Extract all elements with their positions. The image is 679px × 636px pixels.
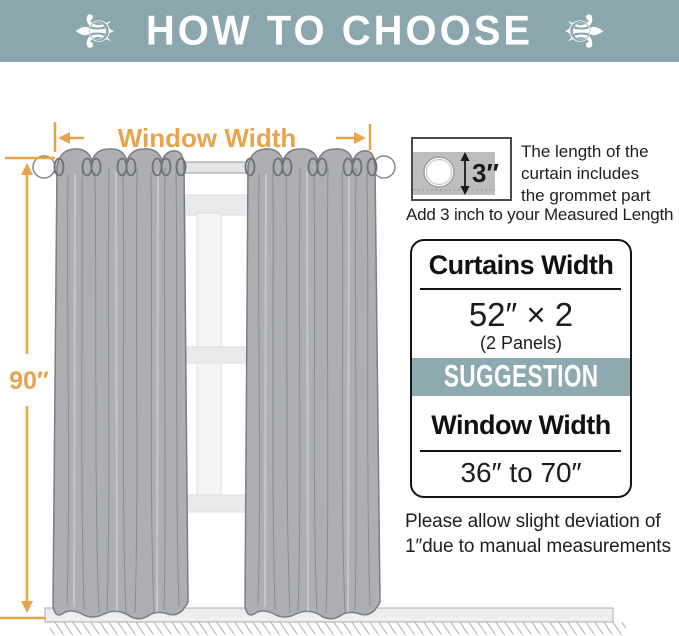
grommet-detail-figure [413,139,510,199]
window-width-label: Window Width [117,123,297,153]
table-divider [420,450,621,452]
panels-note: (2 Panels) [479,333,563,353]
table-divider [420,288,621,290]
grommet-depth-label: 3″ [472,158,499,188]
fleur-de-lis-icon: ⚜ [553,7,612,55]
grommet-circle [424,157,454,187]
grommet-description [521,141,671,206]
suggestion-band [412,358,630,396]
curtain-panel-left [53,149,188,619]
rod-finial-left [33,156,55,178]
fleur-de-lis-icon: ⚜ [67,7,126,55]
suggestion-band-label: SUGGESTION [443,359,599,395]
deviation-note-line: 1″due to manual measurements [405,536,671,558]
page-title: HOW TO CHOOSE [145,7,534,54]
curtain-height-label: 90″ [9,367,49,395]
window-width-value: 36″ to 70″ [460,457,582,488]
deviation-note-line: Please allow slight deviation of [405,511,661,532]
grommet-description-line: the grommet part [521,185,651,205]
add-length-note: Add 3 inch to your Measured Length [406,205,674,224]
grommet-detail-box [411,137,512,201]
suggestion-table [410,239,632,498]
curtains-width-value: 52″ × 2 [468,296,574,333]
window-width-header: Window Width [431,410,611,440]
floor-hatch [50,622,626,635]
deviation-note [405,509,679,560]
curtain-panel-right [245,149,380,619]
grommet-description-line: The length of the [521,142,649,161]
curtains-width-header: Curtains Width [428,250,614,280]
header-band [0,0,679,62]
grommet-description-line: curtain includes [521,163,640,183]
